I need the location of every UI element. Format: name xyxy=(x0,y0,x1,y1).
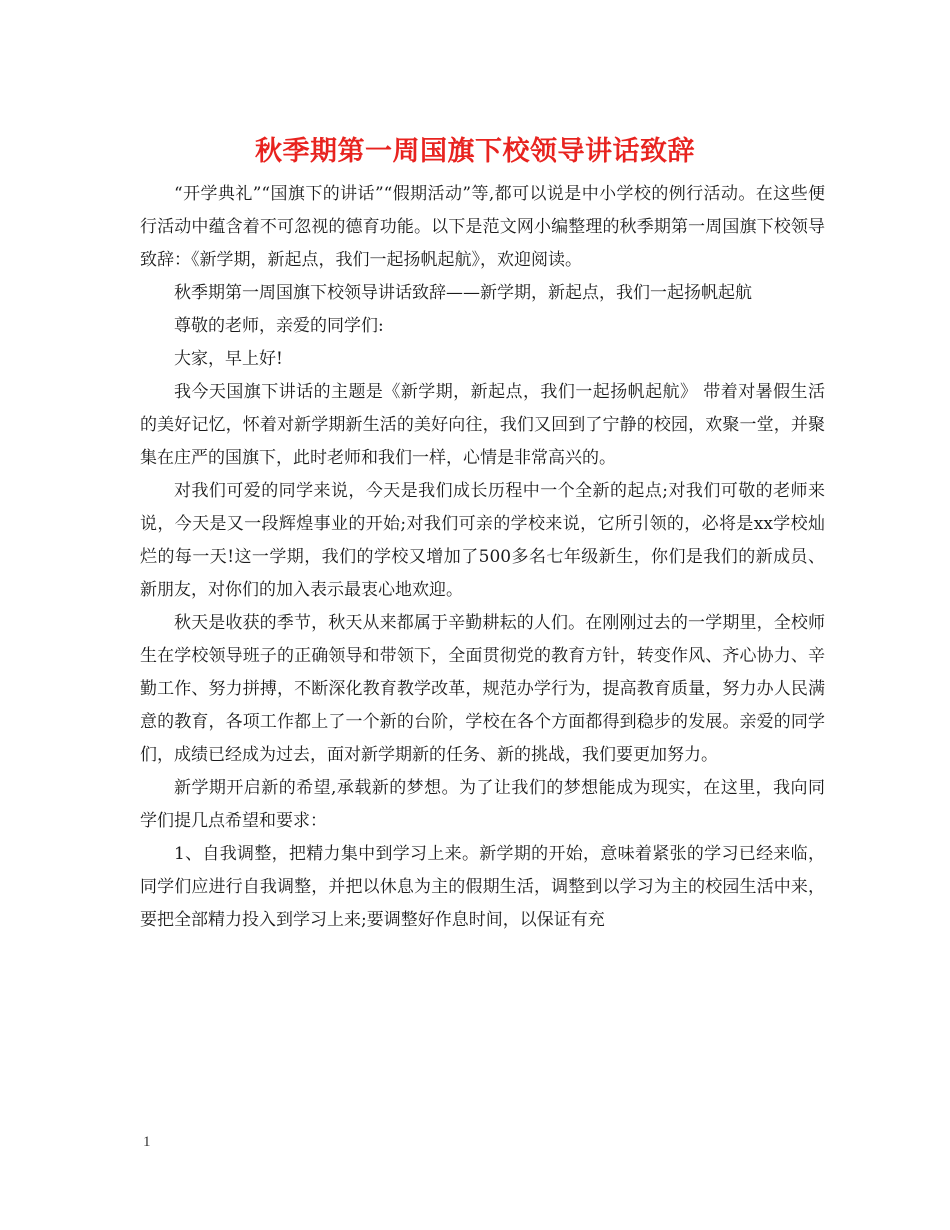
paragraph-theme: 我今天国旗下讲话的主题是《新学期，新起点，我们一起扬帆起航》 带着对暑假生活的美好记忆，怀着对新学期新生活的美好向往，我们又回到了宁静的校园，欢聚一堂，并聚集在庄严的国旗下，此时老师和我们一样，心情是非常高兴的。 xyxy=(140,382,825,468)
paragraph-salutation: 尊敬的老师，亲爱的同学们: xyxy=(174,316,384,336)
paragraph-point-1: 1、自我调整，把精力集中到学习上来。新学期的开始，意味着紧张的学习已经来临，同学们应进行自我调整，并把以休息为主的假期生活，调整到以学习为主的校园生活中来，要把全部精力投入到学习上来;要调整好作息时间，以保证有充 xyxy=(140,844,825,930)
paragraph-new-start: 对我们可爱的同学来说，今天是我们成长历程中一个全新的起点;对我们可敬的老师来说，今天是又一段辉煌事业的开始;对我们可亲的学校来说，它所引领的，必将是xx学校灿烂的每一天!这一学期，我们的学校又增加了500多名七年级新生，你们是我们的新成员、新朋友，对你们的加入表示最衷心地欢迎。 xyxy=(140,481,825,600)
paragraph-greeting: 大家，早上好! xyxy=(174,349,283,369)
page-number: 1 xyxy=(143,1134,151,1150)
paragraph-hopes: 新学期开启新的希望,承载新的梦想。为了让我们的梦想能成为现实，在这里，我向同学们提几点希望和要求： xyxy=(140,778,825,831)
paragraph-autumn: 秋天是收获的季节，秋天从来都属于辛勤耕耘的人们。在刚刚过去的一学期里，全校师生在学校领导班子的正确领导和带领下，全面贯彻党的教育方针，转变作风、齐心协力、辛勤工作、努力拼搏，不断深化教育教学改革，规范办学行为，提高教育质量，努力办人民满意的教育，各项工作都上了一个新的台阶，学校在各个方面都得到稳步的发展。亲爱的同学们，成绩已经成为过去，面对新学期新的任务、新的挑战，我们要更加努力。 xyxy=(140,613,825,765)
paragraph-intro: “开学典礼”“国旗下的讲话”“假期活动”等,都可以说是中小学校的例行活动。在这些便行活动中蕴含着不可忽视的德育功能。以下是范文网小编整理的秋季期第一周国旗下校领导致辞：《新学期，新起点，我们一起扬帆起航》，欢迎阅读。 xyxy=(140,184,825,270)
paragraph-heading: 秋季期第一周国旗下校领导讲话致辞——新学期，新起点，我们一起扬帆起航 xyxy=(174,283,752,303)
document-title: 秋季期第一周国旗下校领导讲话致辞 xyxy=(255,136,695,167)
document-body xyxy=(140,178,825,937)
